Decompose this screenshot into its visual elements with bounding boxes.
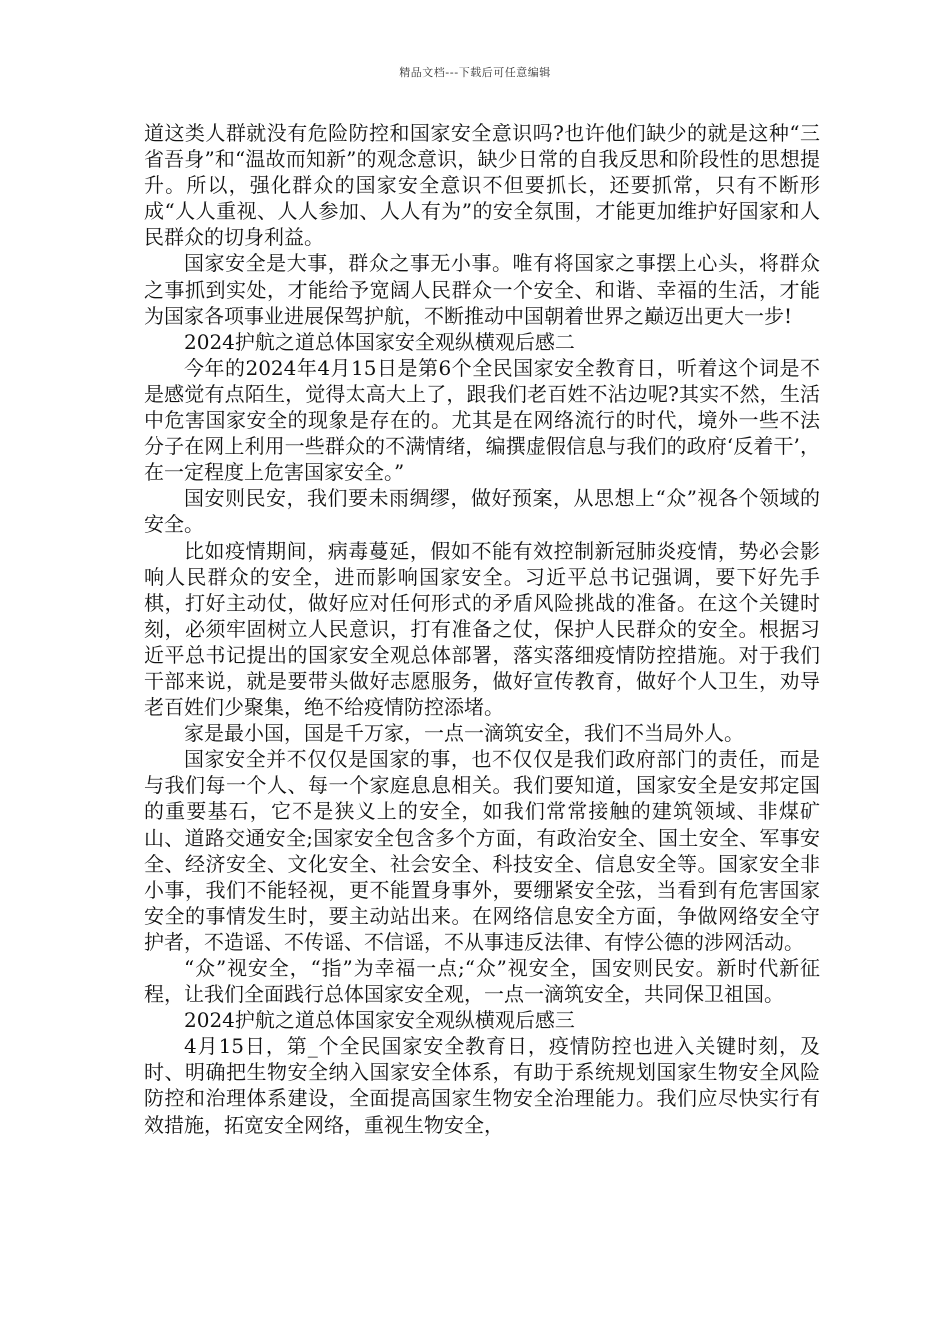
page-header: 精品文档---下载后可任意编辑 bbox=[399, 66, 551, 79]
paragraph: 国家安全并不仅仅是国家的事，也不仅仅是我们政府部门的责任，而是与我们每一个人、每一个家庭息息相关。我们要知道，国家安全是安邦定国的重要基石，它不是狭义上的安全，如我们常常接触的建筑领域、非煤矿山、道路交通安全;国家安全包含多个方面，有政治安全、国土安全、军事安全、经济安全、文化安全、社会安全、科技安全、信息安全等。国家安全非小事，我们不能轻视，更不能置身事外，要绷紧安全弦，当看到有危害国家安全的事情发生时，要主动站出来。在网络信息安全方面，争做网络安全守护者，不造谣、不传谣、不信谣，不从事违反法律、有悖公德的涉网活动。 bbox=[144, 747, 820, 954]
section-heading: 2024护航之道总体国家安全观纵横观后感二 bbox=[184, 329, 575, 354]
paragraph: 4月15日，第_个全民国家安全教育日，疫情防控也进入关键时刻，及时、明确把生物安全纳入国家安全体系，有助于系统规划国家生物安全风险防控和治理体系建设，全面提高国家生物安全治理能力。我们应尽快实行有效措施，拓宽安全网络，重视生物安全， bbox=[144, 1034, 820, 1137]
paragraph: 比如疫情期间，病毒蔓延，假如不能有效控制新冠肺炎疫情，势必会影响人民群众的安全，进而影响国家安全。习近平总书记强调，要下好先手棋，打好主动仗，做好应对任何形式的矛盾风险挑战的准备。在这个关键时刻，必须牢固树立人民意识，打有准备之仗，保护人民群众的安全。根据习近平总书记提出的国家安全观总体部署，落实落细疫情防控措施。对于我们干部来说，就是要带头做好志愿服务，做好宣传教育，做好个人卫生，劝导老百姓们少聚集，绝不给疫情防控添堵。 bbox=[144, 538, 820, 720]
paragraph: 今年的2024年4月15日是第6个全民国家安全教育日，听着这个词是不是感觉有点陌生，觉得太高大上了，跟我们老百姓不沾边呢?其实不然，生活中危害国家安全的现象是存在的。尤其是在网络流行的时代，境外一些不法分子在网上利用一些群众的不满情绪，编撰虚假信息与我们的政府‘反着干’，在一定程度上危害国家安全。” bbox=[144, 355, 820, 485]
paragraph: 国家安全是大事，群众之事无小事。唯有将国家之事摆上心头，将群众之事抓到实处，才能给予宽阔人民群众一个安全、和谐、幸福的生活，才能为国家各项事业进展保驾护航，不断推动中国朝着世界之巅迈出更大一步! bbox=[144, 251, 820, 328]
section-heading: 2024护航之道总体国家安全观纵横观后感三 bbox=[184, 1008, 575, 1033]
paragraph: “众”视安全，“指”为幸福一点;“众”视安全，国安则民安。新时代新征程，让我们全面践行总体国家安全观，一点一滴筑安全，共同保卫祖国。 bbox=[144, 956, 820, 1007]
paragraph: 国安则民安，我们要未雨绸缪，做好预案，从思想上“众”视各个领域的安全。 bbox=[144, 486, 820, 537]
document-body bbox=[144, 120, 820, 1138]
paragraph: 道这类人群就没有危险防控和国家安全意识吗?也许他们缺少的就是这种“三省吾身”和“温故而知新”的观念意识，缺少日常的自我反思和阶段性的思想提升。所以，强化群众的国家安全意识不但要抓长，还要抓常，只有不断形成“人人重视、人人参加、人人有为”的安全氛围，才能更加维护好国家和人民群众的切身利益。 bbox=[144, 121, 820, 250]
paragraph: 家是最小国，国是千万家，一点一滴筑安全，我们不当局外人。 bbox=[184, 721, 744, 746]
